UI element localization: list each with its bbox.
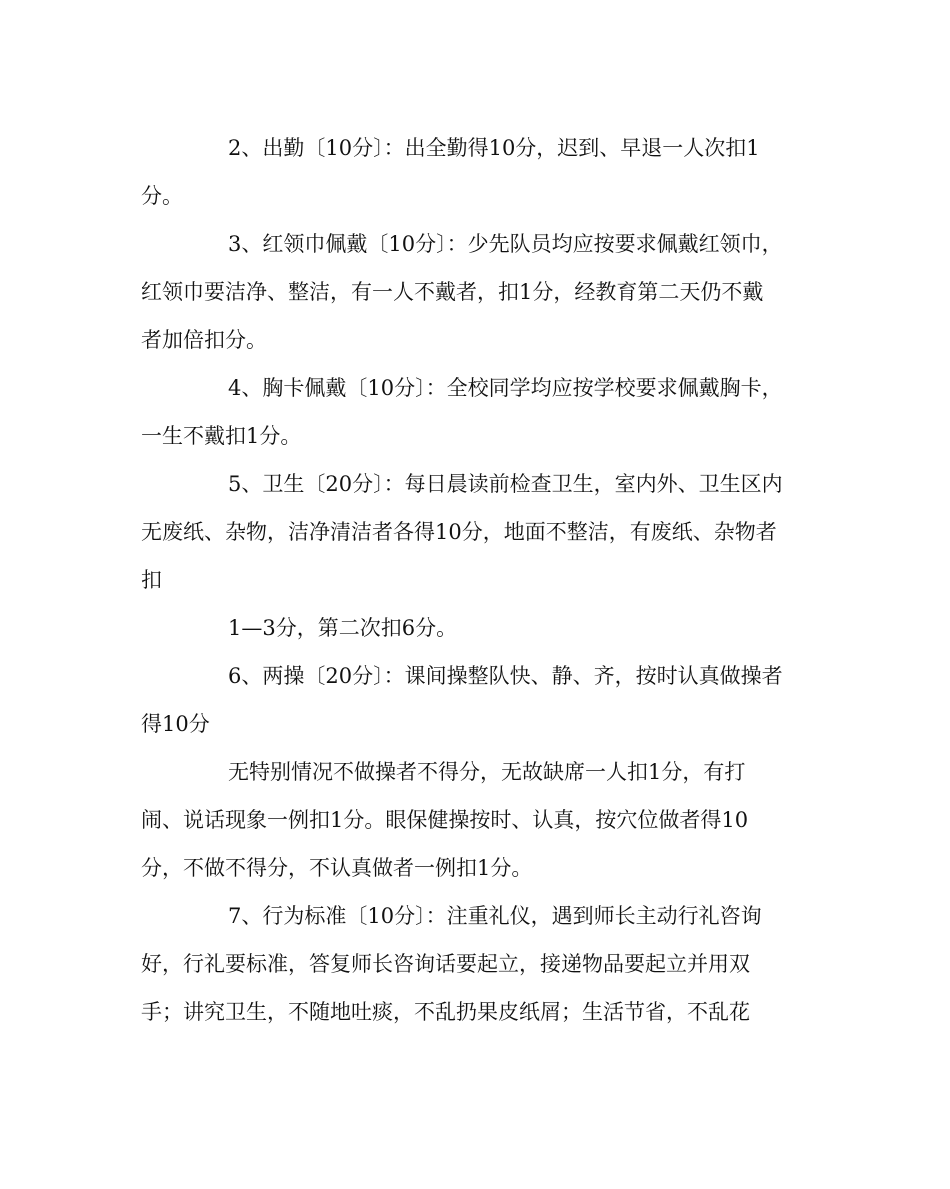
text-line: 5、卫生〔20分〕：每日晨读前检查卫生，室内外、卫生区内 — [228, 472, 783, 496]
text-line: 扣 — [141, 568, 162, 592]
text-line: 无特别情况不做操者不得分，无故缺席一人扣1分，有打 — [228, 760, 746, 784]
text-line: 得10分 — [141, 712, 210, 736]
text-line: 手；讲究卫生，不随地吐痰，不乱扔果皮纸屑；生活节省，不乱花 — [141, 1000, 750, 1024]
text-line: 者加倍扣分。 — [141, 328, 267, 352]
text-line: 3、红领巾佩戴〔10分〕：少先队员均应按要求佩戴红领巾， — [228, 232, 783, 256]
text-line: 分。 — [141, 184, 183, 208]
text-line: 一生不戴扣1分。 — [141, 424, 302, 448]
text-line: 红领巾要洁净、整洁，有一人不戴者，扣1分，经教育第二天仍不戴 — [141, 280, 764, 304]
text-line: 2、出勤〔10分〕：出全勤得10分，迟到、早退一人次扣1 — [228, 136, 760, 160]
text-line: 闹、说话现象一例扣1分。眼保健操按时、认真，按穴位做者得10 — [141, 808, 749, 832]
text-line: 1—3分，第二次扣6分。 — [228, 616, 458, 640]
text-line: 6、两操〔20分〕：课间操整队快、静、齐，按时认真做操者 — [228, 664, 783, 688]
text-line: 分，不做不得分，不认真做者一例扣1分。 — [141, 856, 533, 880]
text-line: 无废纸、杂物，洁净清洁者各得10分，地面不整洁，有废纸、杂物者 — [141, 520, 777, 544]
text-line: 4、胸卡佩戴〔10分〕：全校同学均应按学校要求佩戴胸卡， — [228, 376, 783, 400]
text-line: 好，行礼要标准，答复师长咨询话要起立，接递物品要起立并用双 — [141, 952, 750, 976]
text-line: 7、行为标准〔10分〕：注重礼仪，遇到师长主动行礼咨询 — [228, 904, 762, 928]
